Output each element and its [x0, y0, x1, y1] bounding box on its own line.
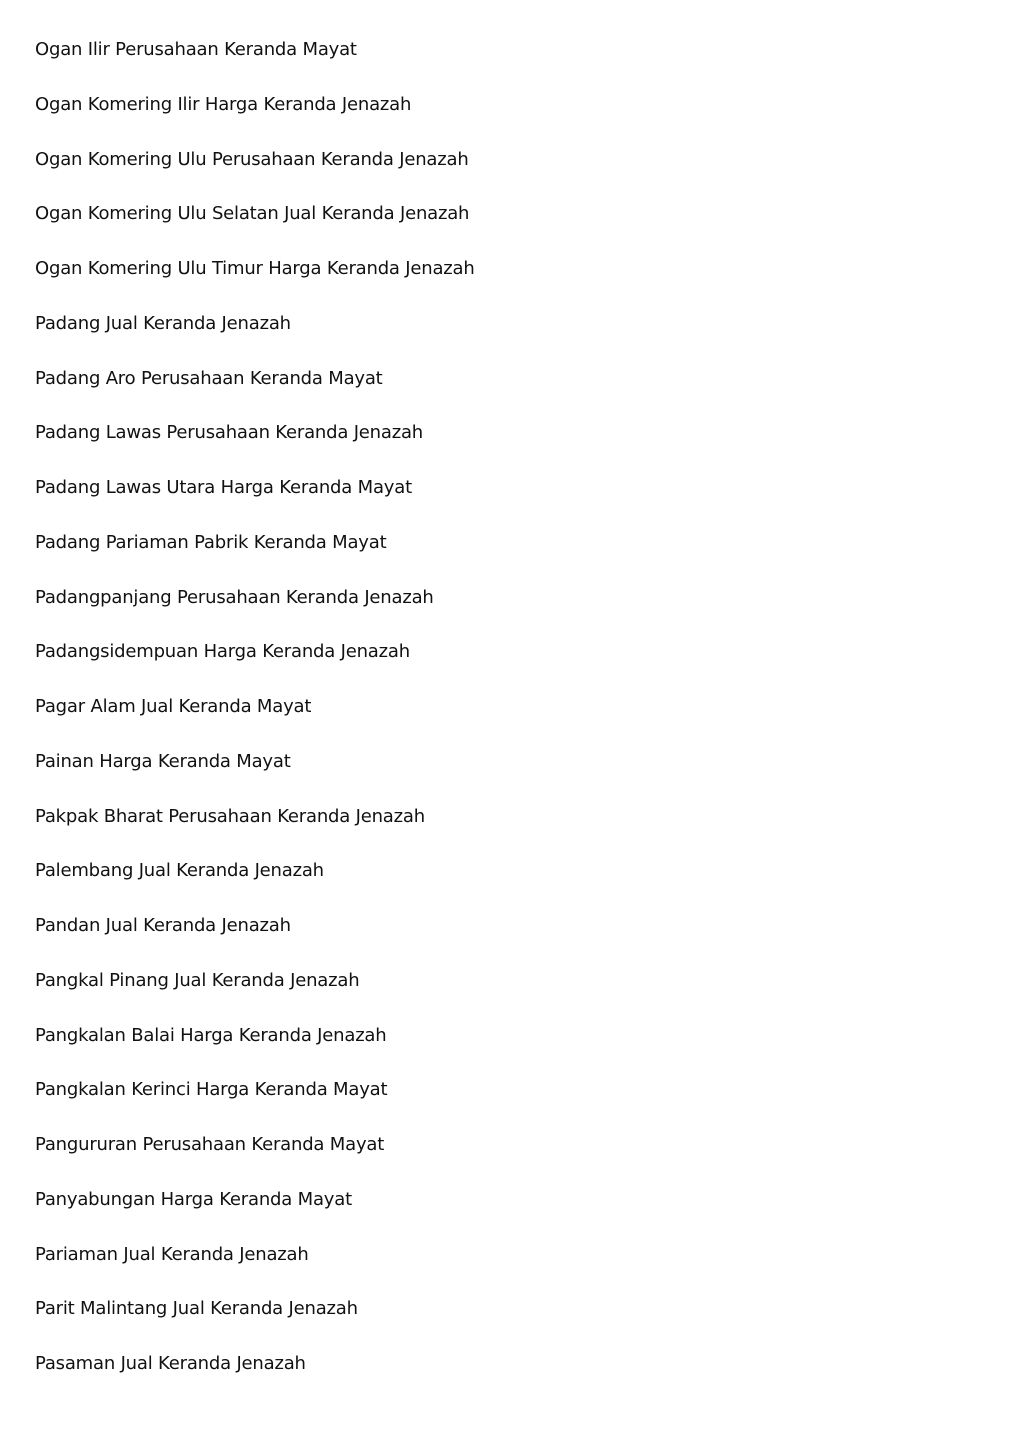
list-item: Parit Malintang Jual Keranda Jenazah	[35, 1298, 358, 1320]
list-item: Palembang Jual Keranda Jenazah	[35, 860, 324, 882]
list-item: Padang Jual Keranda Jenazah	[35, 312, 291, 334]
list-item: Padang Lawas Utara Harga Keranda Mayat	[35, 477, 412, 498]
list-item: Pangururan Perusahaan Keranda Mayat	[35, 1134, 385, 1155]
list-item: Pangkalan Kerinci Harga Keranda Mayat	[35, 1079, 388, 1101]
location-list	[35, 38, 475, 1407]
list-item: Padangsidempuan Harga Keranda Jenazah	[35, 641, 410, 663]
list-item: Pandan Jual Keranda Jenazah	[35, 915, 291, 936]
list-item: Ogan Komering Ulu Selatan Jual Keranda Jenazah	[35, 203, 470, 225]
list-item: Padang Pariaman Pabrik Keranda Mayat	[35, 531, 387, 553]
list-item: Panyabungan Harga Keranda Mayat	[35, 1188, 352, 1210]
list-item: Padang Lawas Perusahaan Keranda Jenazah	[35, 422, 424, 444]
list-item: Ogan Ilir Perusahaan Keranda Mayat	[35, 39, 357, 60]
list-item: Padang Aro Perusahaan Keranda Mayat	[35, 367, 383, 389]
list-item: Pakpak Bharat Perusahaan Keranda Jenazah	[35, 805, 425, 827]
list-item: Padangpanjang Perusahaan Keranda Jenazah	[35, 586, 434, 608]
list-item: Pangkal Pinang Jual Keranda Jenazah	[35, 969, 360, 991]
list-item: Pangkalan Balai Harga Keranda Jenazah	[35, 1024, 387, 1046]
list-item: Pariaman Jual Keranda Jenazah	[35, 1243, 309, 1265]
list-item: Ogan Komering Ilir Harga Keranda Jenazah	[35, 93, 412, 115]
list-item: Ogan Komering Ulu Perusahaan Keranda Jenazah	[35, 148, 469, 170]
list-item: Pagar Alam Jual Keranda Mayat	[35, 696, 312, 717]
list-item: Pasaman Jual Keranda Jenazah	[35, 1353, 306, 1374]
list-item: Painan Harga Keranda Mayat	[35, 750, 291, 772]
list-item: Ogan Komering Ulu Timur Harga Keranda Jenazah	[35, 258, 475, 279]
